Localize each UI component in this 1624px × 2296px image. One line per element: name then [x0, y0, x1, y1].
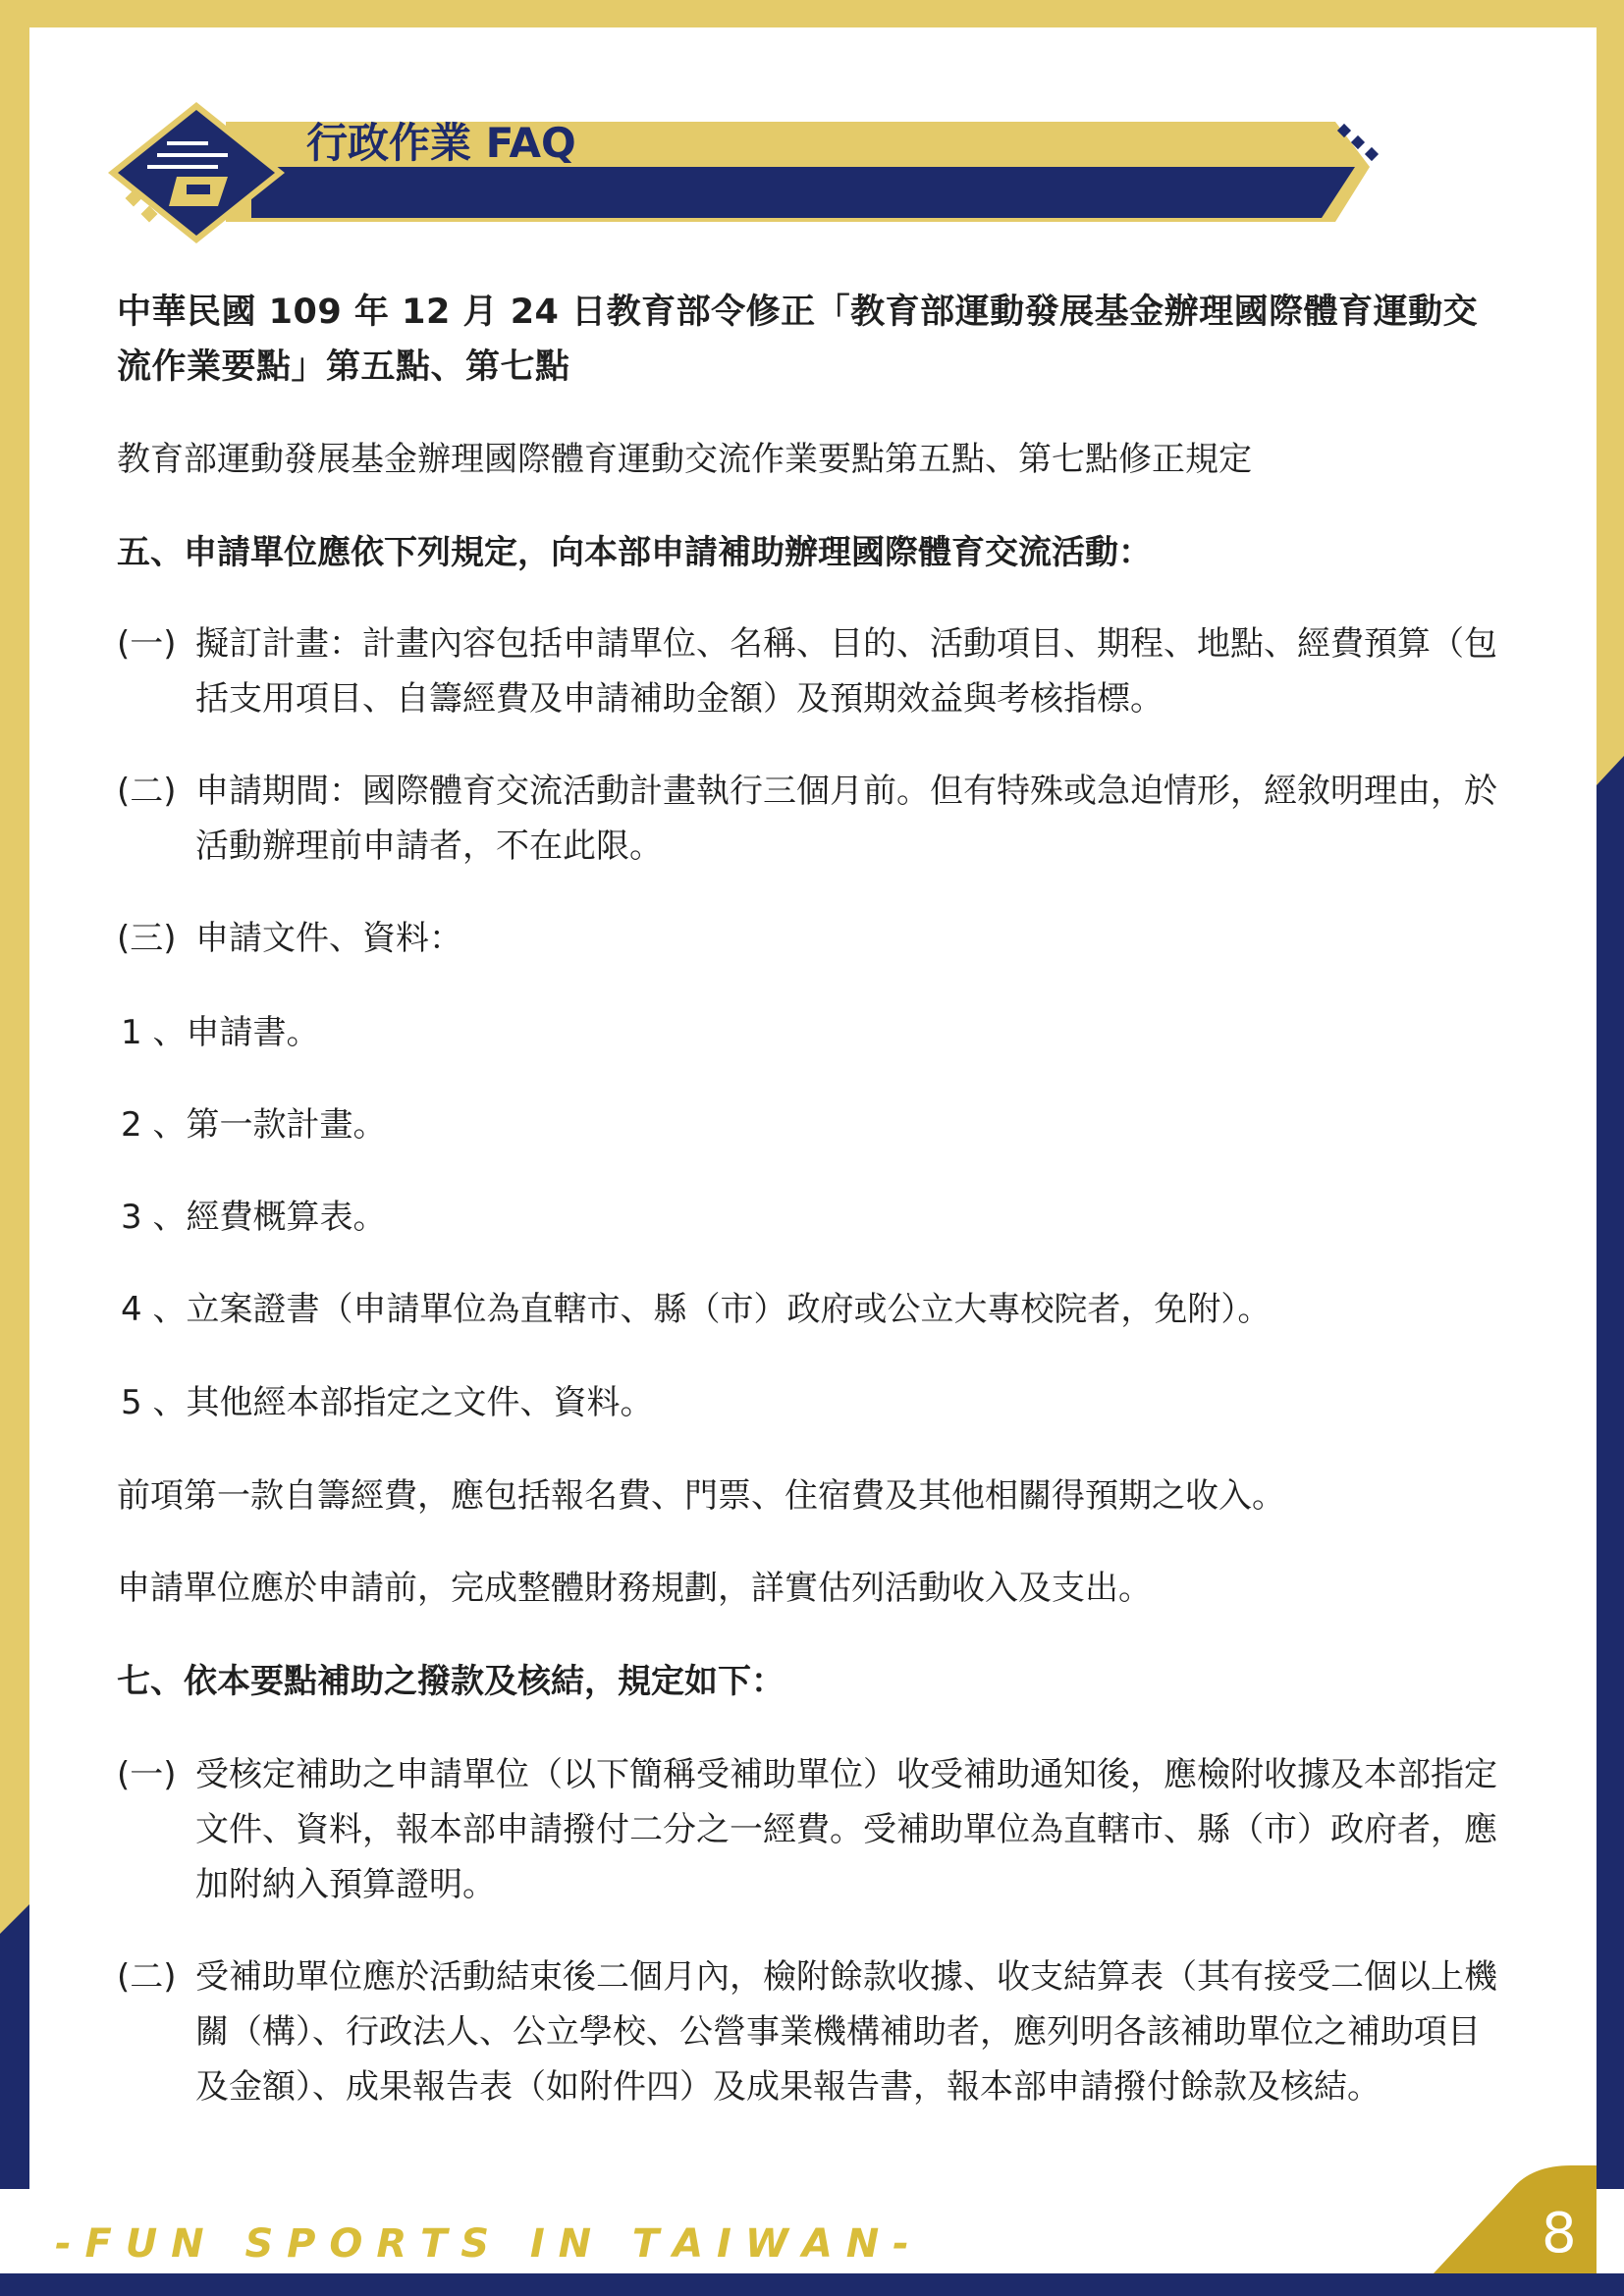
item-number: (二): [117, 772, 177, 811]
footer-white-strip: [0, 2189, 1624, 2216]
section-5-item-2: [117, 764, 1511, 874]
section-5-note-2: 申請單位應於申請前，完成整體財務規劃，詳實估列活動收入及支出。: [117, 1569, 1152, 1608]
document-heading: 中華民國 109 年 12 月 24 日教育部令修正「教育部運動發展基金辦理國際體育運動交流作業要點」第五點、第七點: [117, 293, 1479, 387]
item-number: (三): [117, 919, 177, 958]
section-5-title: 五、申請單位應依下列規定，向本部申請補助辦理國際體育交流活動：: [117, 533, 1152, 572]
section-7-title: 七、依本要點補助之撥款及核結，規定如下：: [117, 1662, 785, 1701]
item-text: 申請期間：國際體育交流活動計畫執行三個月前。但有特殊或急迫情形，經敘明理由，於活動辦理前申請者，不在此限。: [195, 772, 1497, 866]
header-title: 行政作業 FAQ: [306, 119, 576, 167]
header-banner-navy: [251, 167, 1355, 218]
page-number: 8: [1542, 2202, 1577, 2266]
list-item: 5 、其他經本部指定之文件、資料。: [121, 1383, 654, 1422]
item-number: (二): [117, 1957, 177, 1997]
item-number: (一): [117, 1755, 177, 1794]
item-text: 擬訂計畫：計畫內容包括申請單位、名稱、目的、活動項目、期程、地點、經費預算（包括支用項目、自籌經費及申請補助金額）及預期效益與考核指標。: [195, 624, 1497, 719]
list-item: 4 、立案證書（申請單位為直轄市、縣（市）政府或公立大專校院者，免附）。: [121, 1290, 1272, 1329]
list-item: 3 、經費概算表。: [121, 1198, 387, 1237]
list-item: 2 、第一款計畫。: [121, 1105, 387, 1145]
document-subtitle: 教育部運動發展基金辦理國際體育運動交流作業要點第五點、第七點修正規定: [117, 440, 1252, 479]
item-text: 申請文件、資料：: [195, 919, 462, 958]
section-5-item-1: [117, 616, 1511, 726]
section-7-item-1: [117, 1747, 1511, 1912]
section-5-note-1: 前項第一款自籌經費，應包括報名費、門票、住宿費及其他相關得預期之收入。: [117, 1476, 1285, 1516]
item-number: (一): [117, 624, 177, 664]
navy-band-right: [1597, 756, 1624, 2296]
section-7-item-2: [117, 1949, 1511, 2114]
section-5-item-3: [117, 911, 1511, 966]
footer-slogan: - F U N S P O R T S I N T A I W A N -: [55, 2221, 909, 2267]
item-text: 受核定補助之申請單位（以下簡稱受補助單位）收受補助通知後，應檢附收據及本部指定文件、資料，報本部申請撥付二分之一經費。受補助單位為直轄市、縣（市）政府者，應加附納入預算證明。: [195, 1755, 1497, 1904]
item-text: 受補助單位應於活動結束後二個月內，檢附餘款收據、收支結算表（其有接受二個以上機關（構）、行政法人、公立學校、公營事業機構補助者，應列明各該補助單位之補助項目及金額）、成果報告表（如附件四）及成果報告書，報本部申請撥付餘款及核結。: [195, 1957, 1497, 2107]
list-item: 1 、申請書。: [121, 1013, 320, 1052]
